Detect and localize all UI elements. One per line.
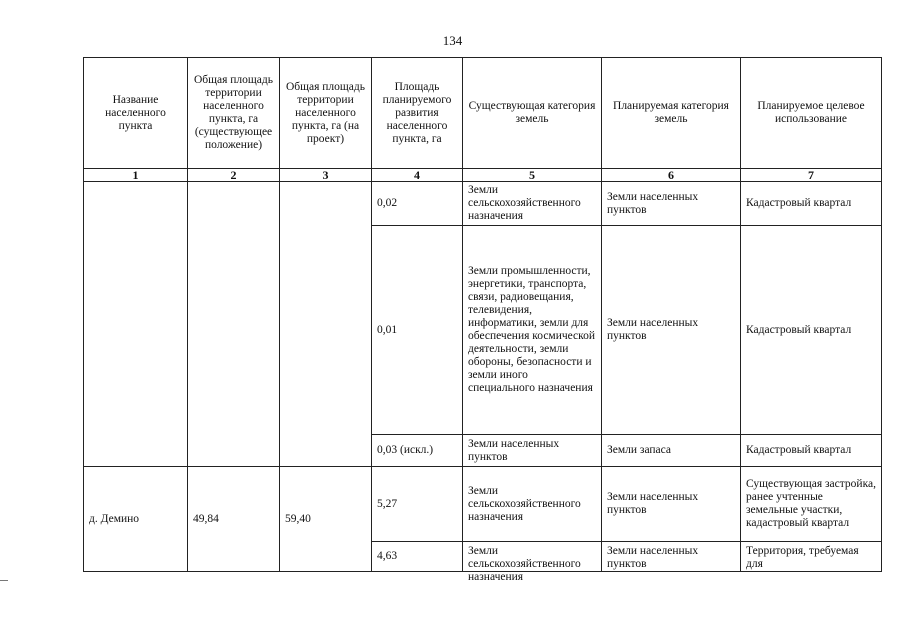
- table-row: [84, 467, 882, 542]
- page-number: 134: [442, 33, 463, 48]
- header-planned-category: Планируемая категория земель: [602, 58, 741, 169]
- header-area-project: Общая площадь территории населенного пункта, га (на проект): [280, 58, 372, 169]
- col-num: 1: [84, 169, 188, 182]
- table-row: [84, 182, 882, 226]
- cell-text: Территория, требуемая для: [746, 544, 859, 570]
- planned-category-cell: Земли запаса: [602, 435, 741, 467]
- area-project-cell: [280, 182, 372, 467]
- col-num: 7: [741, 169, 882, 182]
- header-row: [84, 58, 882, 169]
- planned-category-cell: Земли населенных пунктов: [602, 226, 741, 435]
- col-num: 2: [188, 169, 280, 182]
- land-table: [83, 57, 882, 583]
- planned-use-cell: [741, 542, 882, 572]
- settlement-cell: [84, 182, 188, 467]
- area-existing-cell: [188, 182, 280, 467]
- planned-area-cell: 4,63: [372, 542, 463, 572]
- existing-category-cell: [463, 542, 602, 583]
- existing-category-cell: Земли сельскохозяйственного назначения: [463, 182, 602, 226]
- planned-use-cell: Существующая застройка, ранее учтенные земельные участки, кадастровый квартал: [741, 467, 882, 542]
- header-planned-area: Площадь планируемого развития населенного пункта, га: [372, 58, 463, 169]
- planned-category-cell: Земли населенных пунктов: [602, 467, 741, 542]
- header-existing-category: Существующая категория земель: [463, 58, 602, 169]
- planned-use-cell: Кадастровый квартал: [741, 226, 882, 435]
- planned-category-cell: [602, 542, 741, 572]
- col-num: 5: [463, 169, 602, 182]
- col-num: 6: [602, 169, 741, 182]
- existing-category-cell: Земли населенных пунктов: [463, 435, 602, 467]
- header-settlement: Название населенного пункта: [84, 58, 188, 169]
- settlement-cell: д. Демино: [84, 467, 188, 572]
- planned-area-cell: 5,27: [372, 467, 463, 542]
- planned-use-cell: Кадастровый квартал: [741, 435, 882, 467]
- existing-category-cell: Земли промышленности, энергетики, транспорта, связи, радиовещания, телевидения, информатики, земли для обеспечения космической деятельности, земли обороны, безопасности и земли иного специального назначения: [463, 226, 602, 435]
- existing-category-cell: Земли сельскохозяйственного назначения: [463, 467, 602, 542]
- area-existing-cell: 49,84: [188, 467, 280, 572]
- planned-use-cell: Кадастровый квартал: [741, 182, 882, 226]
- header-area-existing: Общая площадь территории населенного пункта, га (существующее положение): [188, 58, 280, 169]
- col-num: 3: [280, 169, 372, 182]
- cell-text: Земли населенных пунктов: [607, 544, 699, 570]
- header-planned-use: Планируемое целевое использование: [741, 58, 882, 169]
- area-project-cell: 59,40: [280, 467, 372, 572]
- margin-mark: [0, 580, 8, 581]
- planned-area-cell: 0,01: [372, 226, 463, 435]
- column-number-row: [84, 169, 882, 182]
- col-num: 4: [372, 169, 463, 182]
- planned-area-cell: 0,03 (искл.): [372, 435, 463, 467]
- planned-area-cell: 0,02: [372, 182, 463, 226]
- planned-category-cell: Земли населенных пунктов: [602, 182, 741, 226]
- cell-text: Земли сельскохозяйственного назначения: [468, 544, 581, 583]
